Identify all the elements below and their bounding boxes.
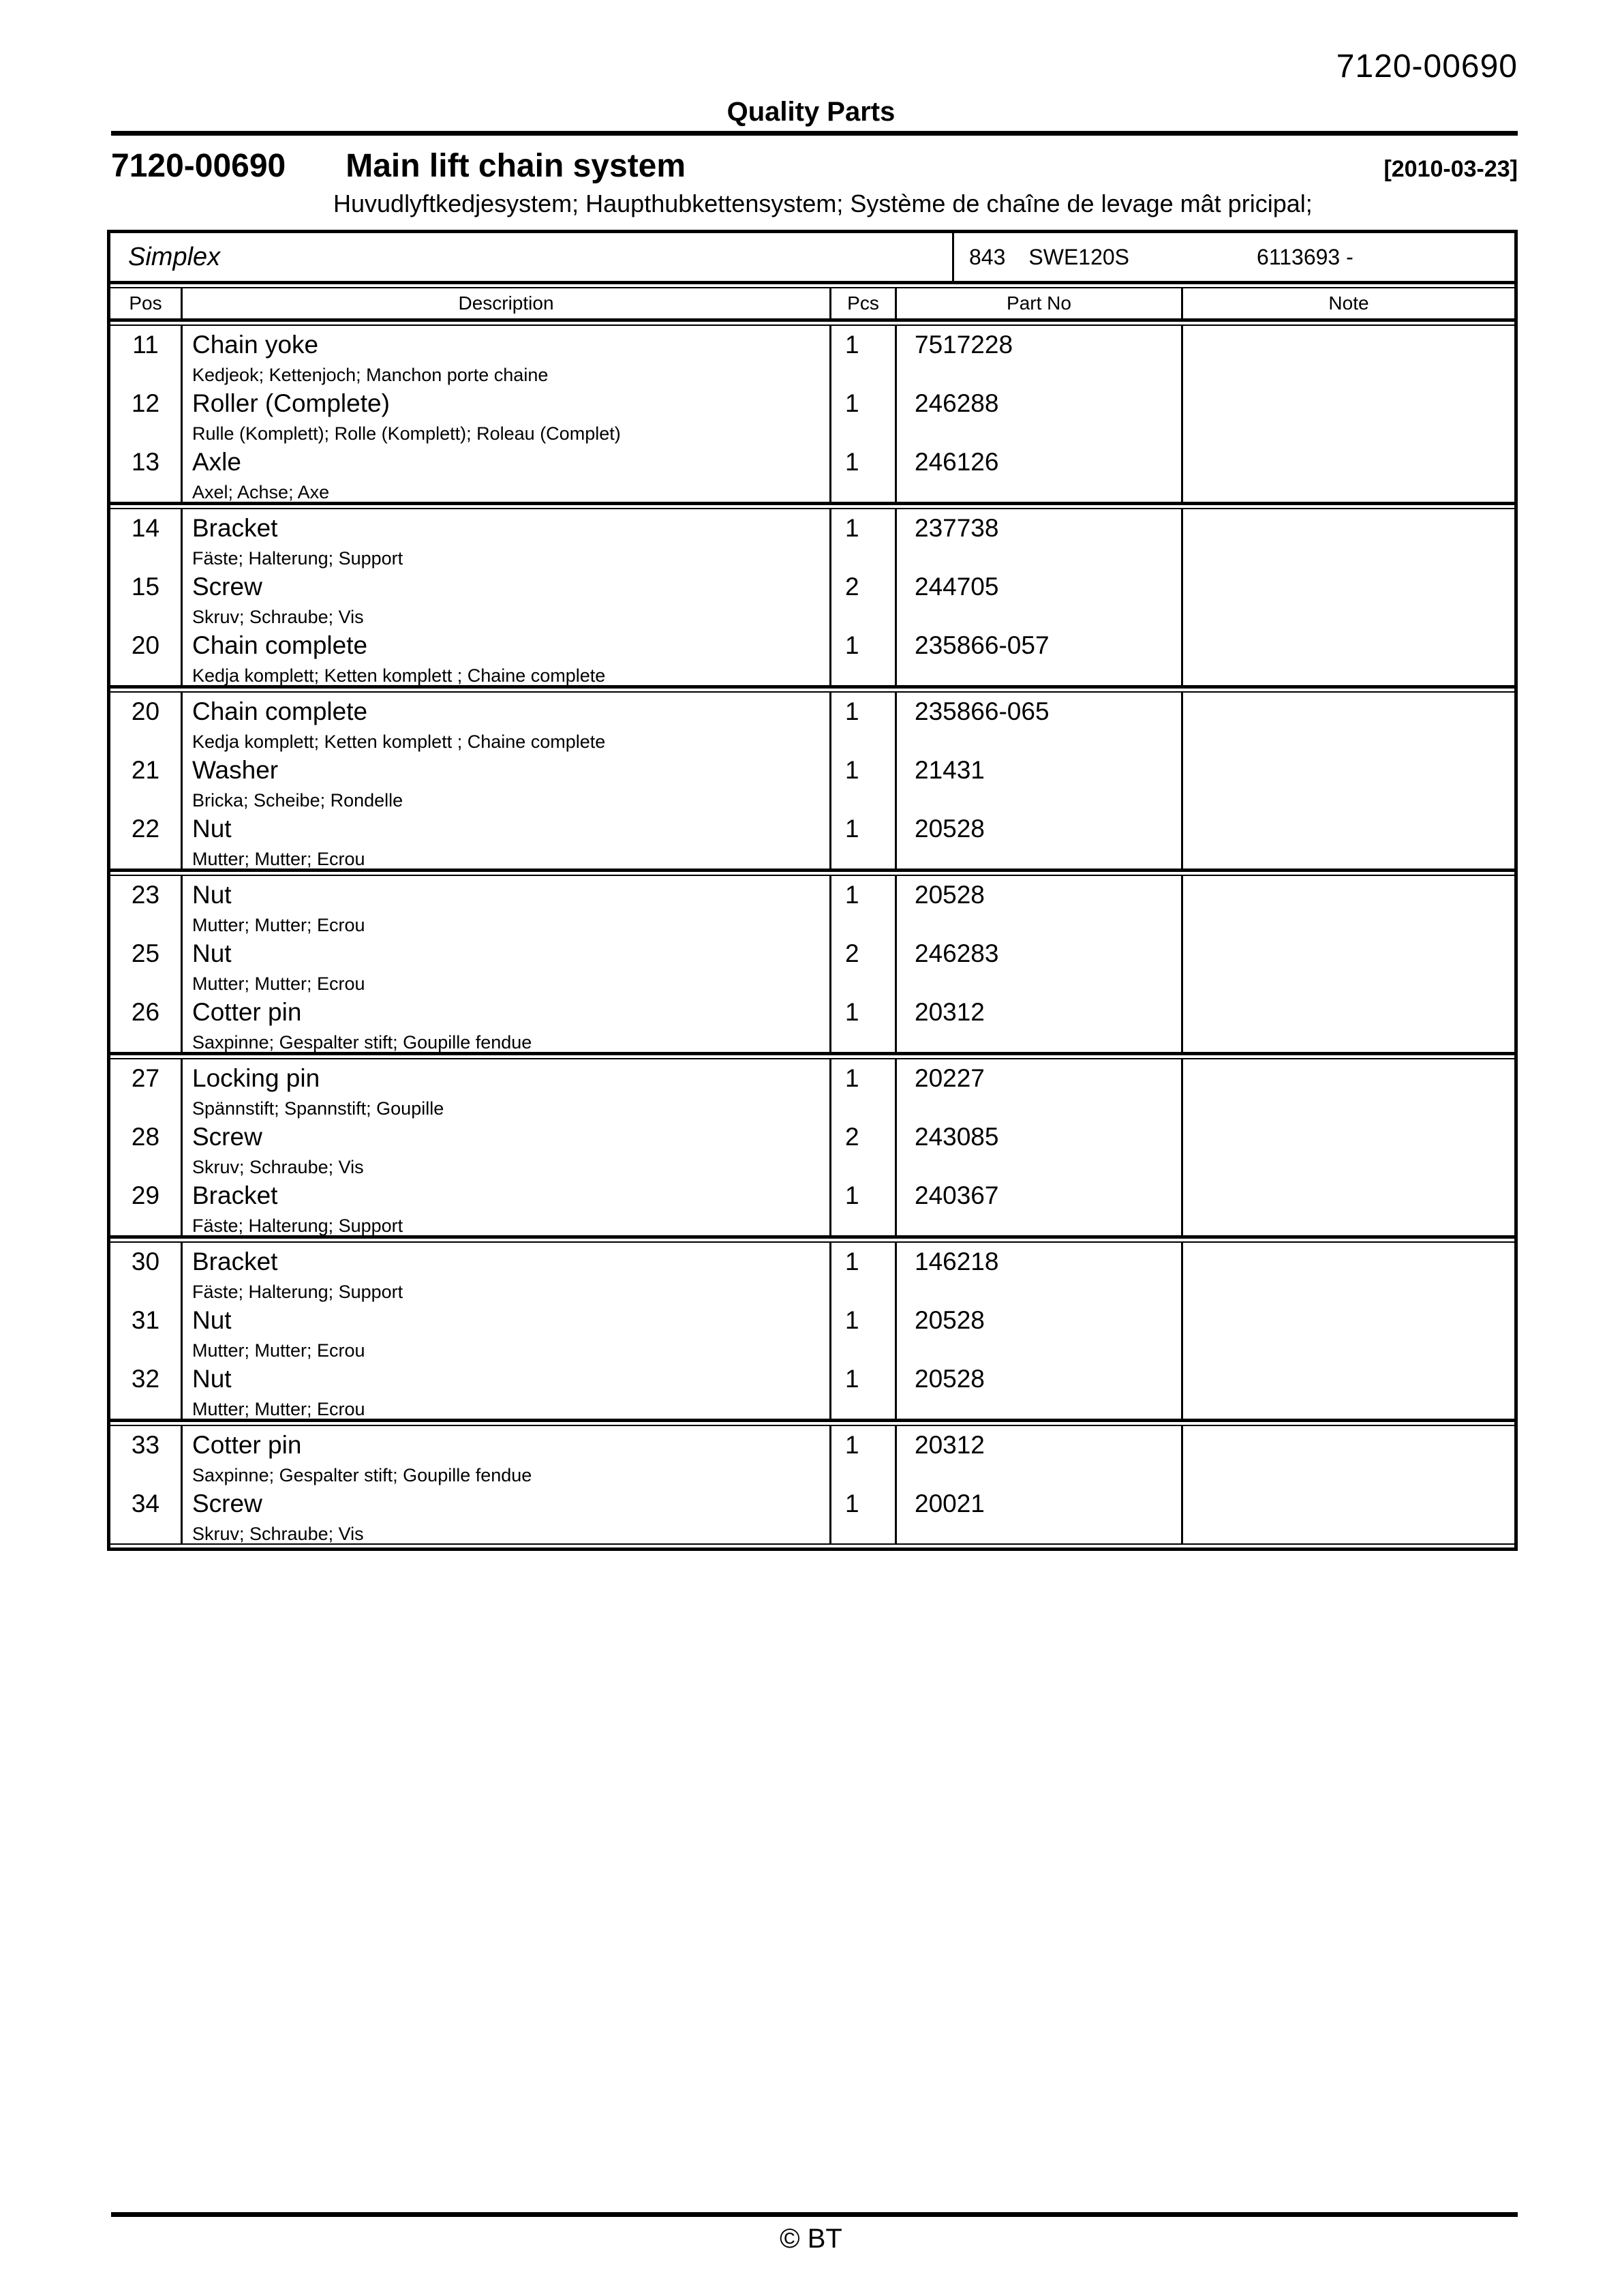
row-description: Bracket [192, 1181, 278, 1209]
section-separator [110, 281, 1514, 288]
row-translations: Saxpinne; Gespalter stift; Goupille fendue [192, 1032, 532, 1053]
row-description-cell [183, 993, 831, 1052]
row-part-no: 243085 [897, 1118, 1183, 1177]
table-row [110, 993, 1514, 1052]
row-pcs: 1 [831, 1301, 897, 1360]
parts-group [110, 693, 1514, 868]
row-description: Screw [192, 1123, 262, 1151]
row-note [1183, 1360, 1514, 1419]
title-row [111, 147, 1518, 185]
row-note [1183, 1059, 1514, 1118]
row-pcs: 1 [831, 384, 897, 443]
column-header-part-no: Part No [897, 288, 1183, 318]
header-rule [111, 131, 1518, 136]
row-translations: Mutter; Mutter; Ecrou [192, 915, 365, 935]
document-number: 7120-00690 [1336, 48, 1518, 85]
column-header-description: Description [183, 288, 831, 318]
row-pos: 33 [110, 1426, 183, 1485]
row-translations: Mutter; Mutter; Ecrou [192, 849, 365, 869]
row-description-cell [183, 1177, 831, 1235]
row-part-no: 240367 [897, 1177, 1183, 1235]
row-description: Screw [192, 1490, 262, 1517]
row-note [1183, 751, 1514, 810]
row-description-cell [183, 935, 831, 993]
row-pos: 31 [110, 1301, 183, 1360]
row-description: Cotter pin [192, 998, 302, 1026]
parts-group [110, 509, 1514, 685]
row-translations: Bricka; Scheibe; Rondelle [192, 790, 403, 811]
row-pos: 15 [110, 568, 183, 626]
row-pos: 28 [110, 1118, 183, 1177]
table-row [110, 751, 1514, 810]
row-pcs: 2 [831, 1118, 897, 1177]
row-pos: 29 [110, 1177, 183, 1235]
row-pos: 27 [110, 1059, 183, 1118]
group-separator [110, 1052, 1514, 1059]
row-note [1183, 1177, 1514, 1235]
page-title: Main lift chain system [346, 148, 686, 184]
row-note [1183, 509, 1514, 568]
serial-range: 6113693 - [1257, 244, 1353, 269]
row-part-no: 237738 [897, 509, 1183, 568]
section-separator [110, 318, 1514, 326]
row-note [1183, 384, 1514, 443]
row-part-no: 20227 [897, 1059, 1183, 1118]
row-part-no: 246126 [897, 443, 1183, 502]
row-description-cell [183, 443, 831, 502]
table-row [110, 568, 1514, 626]
row-translations: Kedja komplett; Ketten komplett ; Chaine complete [192, 665, 606, 686]
row-part-no: 235866-057 [897, 626, 1183, 685]
row-note [1183, 810, 1514, 868]
row-description: Nut [192, 881, 232, 909]
row-part-no: 21431 [897, 751, 1183, 810]
row-note [1183, 693, 1514, 751]
table-row [110, 1059, 1514, 1118]
row-description-cell [183, 1243, 831, 1301]
group-separator [110, 1235, 1514, 1243]
row-pos: 32 [110, 1360, 183, 1419]
table-section-header [110, 233, 1514, 281]
row-pos: 34 [110, 1485, 183, 1543]
table-row [110, 509, 1514, 568]
row-pos: 14 [110, 509, 183, 568]
row-pos: 12 [110, 384, 183, 443]
table-row [110, 1243, 1514, 1301]
row-pos: 30 [110, 1243, 183, 1301]
row-note [1183, 1118, 1514, 1177]
row-note [1183, 1426, 1514, 1485]
row-note [1183, 326, 1514, 384]
row-description: Nut [192, 815, 232, 843]
row-pcs: 1 [831, 1059, 897, 1118]
row-pcs: 1 [831, 1243, 897, 1301]
row-description-cell [183, 751, 831, 810]
row-part-no: 20312 [897, 1426, 1183, 1485]
row-part-no: 20528 [897, 876, 1183, 935]
row-translations: Axel; Achse; Axe [192, 482, 330, 502]
row-note [1183, 1485, 1514, 1543]
row-part-no: 20528 [897, 810, 1183, 868]
table-body [110, 326, 1514, 1545]
row-pos: 11 [110, 326, 183, 384]
table-row [110, 935, 1514, 993]
column-header-row [110, 288, 1514, 318]
row-description: Nut [192, 939, 232, 967]
brand-header: Quality Parts [726, 97, 896, 127]
row-translations: Fäste; Halterung; Support [192, 1215, 403, 1236]
group-separator [110, 868, 1514, 876]
model-name: Simplex [110, 233, 954, 281]
row-pcs: 1 [831, 751, 897, 810]
row-pcs: 1 [831, 509, 897, 568]
row-part-no: 246288 [897, 384, 1183, 443]
parts-group [110, 1426, 1514, 1545]
row-description-cell [183, 1360, 831, 1419]
table-row [110, 443, 1514, 502]
row-note [1183, 876, 1514, 935]
row-pos: 20 [110, 693, 183, 751]
row-translations: Mutter; Mutter; Ecrou [192, 1340, 365, 1361]
row-description: Chain yoke [192, 331, 319, 359]
row-part-no: 146218 [897, 1243, 1183, 1301]
group-separator [110, 1419, 1514, 1426]
row-translations: Saxpinne; Gespalter stift; Goupille fendue [192, 1465, 532, 1485]
row-note [1183, 443, 1514, 502]
row-description-cell [183, 1485, 831, 1543]
group-separator [110, 502, 1514, 509]
row-pcs: 2 [831, 568, 897, 626]
row-translations: Spännstift; Spannstift; Goupille [192, 1098, 444, 1119]
row-description-cell [183, 1301, 831, 1360]
table-row [110, 693, 1514, 751]
table-row [110, 1485, 1514, 1543]
table-row [110, 1360, 1514, 1419]
title-number: 7120-00690 [111, 148, 286, 184]
row-description: Cotter pin [192, 1431, 302, 1459]
model-variant [954, 233, 1514, 281]
row-translations: Mutter; Mutter; Ecrou [192, 1399, 365, 1419]
row-description-cell [183, 384, 831, 443]
row-pcs: 1 [831, 1360, 897, 1419]
parts-group [110, 1243, 1514, 1419]
table-row [110, 1301, 1514, 1360]
row-pcs: 1 [831, 693, 897, 751]
row-translations: Kedja komplett; Ketten komplett ; Chaine complete [192, 731, 606, 752]
row-description-cell [183, 876, 831, 935]
row-part-no: 20021 [897, 1485, 1183, 1543]
row-part-no: 20528 [897, 1360, 1183, 1419]
row-description: Nut [192, 1306, 232, 1334]
parts-group [110, 876, 1514, 1052]
row-description: Chain complete [192, 631, 368, 659]
row-part-no: 246283 [897, 935, 1183, 993]
row-description: Axle [192, 448, 241, 476]
row-pcs: 1 [831, 1177, 897, 1235]
row-note [1183, 1301, 1514, 1360]
row-description: Chain complete [192, 697, 368, 725]
row-description-cell [183, 568, 831, 626]
row-translations: Fäste; Halterung; Support [192, 1282, 403, 1302]
row-pcs: 1 [831, 443, 897, 502]
parts-table [107, 230, 1518, 1551]
row-note [1183, 935, 1514, 993]
parts-group [110, 1059, 1514, 1235]
row-pos: 21 [110, 751, 183, 810]
row-pcs: 1 [831, 1485, 897, 1543]
column-header-pcs: Pcs [831, 288, 897, 318]
variant-code: 843 [969, 244, 1006, 269]
row-translations: Skruv; Schraube; Vis [192, 607, 364, 627]
row-translations: Skruv; Schraube; Vis [192, 1524, 364, 1544]
row-description: Washer [192, 756, 279, 784]
row-description-cell [183, 810, 831, 868]
table-row [110, 1118, 1514, 1177]
row-pcs: 1 [831, 626, 897, 685]
row-part-no: 235866-065 [897, 693, 1183, 751]
row-translations: Mutter; Mutter; Ecrou [192, 973, 365, 994]
row-pos: 25 [110, 935, 183, 993]
row-pos: 13 [110, 443, 183, 502]
parts-group [110, 326, 1514, 502]
table-row [110, 626, 1514, 685]
row-description-cell [183, 1059, 831, 1118]
row-pos: 23 [110, 876, 183, 935]
group-separator [110, 685, 1514, 693]
page-subtitle: Huvudlyftkedjesystem; Haupthubkettensystem; Système de chaîne de levage mât pricipal; [333, 190, 1313, 217]
table-row [110, 384, 1514, 443]
row-part-no: 7517228 [897, 326, 1183, 384]
footer-rule [111, 2212, 1518, 2217]
column-header-note: Note [1328, 292, 1369, 314]
row-description-cell [183, 326, 831, 384]
row-description: Bracket [192, 514, 278, 542]
row-translations: Fäste; Halterung; Support [192, 548, 403, 569]
row-part-no: 20312 [897, 993, 1183, 1052]
row-description-cell [183, 1118, 831, 1177]
table-row [110, 326, 1514, 384]
footer-copyright: © BT [780, 2224, 842, 2254]
table-row [110, 810, 1514, 868]
row-description: Locking pin [192, 1064, 320, 1092]
row-pos: 26 [110, 993, 183, 1052]
row-note [1183, 568, 1514, 626]
row-description: Screw [192, 573, 262, 601]
row-note [1183, 626, 1514, 685]
revision-date: [2010-03-23] [1383, 156, 1518, 182]
row-pcs: 1 [831, 810, 897, 868]
row-translations: Kedjeok; Kettenjoch; Manchon porte chaine [192, 365, 549, 385]
row-description-cell [183, 693, 831, 751]
table-row [110, 1177, 1514, 1235]
row-description-cell [183, 626, 831, 685]
row-part-no: 20528 [897, 1301, 1183, 1360]
row-description-cell [183, 1426, 831, 1485]
row-translations: Rulle (Komplett); Rolle (Komplett); Roleau (Complet) [192, 423, 621, 444]
row-translations: Skruv; Schraube; Vis [192, 1157, 364, 1177]
row-part-no: 244705 [897, 568, 1183, 626]
variant-model-code: SWE120S [1028, 244, 1130, 269]
row-description-cell [183, 509, 831, 568]
row-description: Nut [192, 1365, 232, 1393]
table-row [110, 1426, 1514, 1485]
row-note [1183, 1243, 1514, 1301]
column-header-pos: Pos [110, 288, 183, 318]
row-description: Roller (Complete) [192, 389, 390, 417]
row-pcs: 1 [831, 993, 897, 1052]
row-note [1183, 993, 1514, 1052]
row-pcs: 1 [831, 326, 897, 384]
row-pcs: 1 [831, 876, 897, 935]
row-pos: 20 [110, 626, 183, 685]
row-pos: 22 [110, 810, 183, 868]
row-pcs: 2 [831, 935, 897, 993]
row-pcs: 1 [831, 1426, 897, 1485]
row-description: Bracket [192, 1248, 278, 1275]
table-row [110, 876, 1514, 935]
